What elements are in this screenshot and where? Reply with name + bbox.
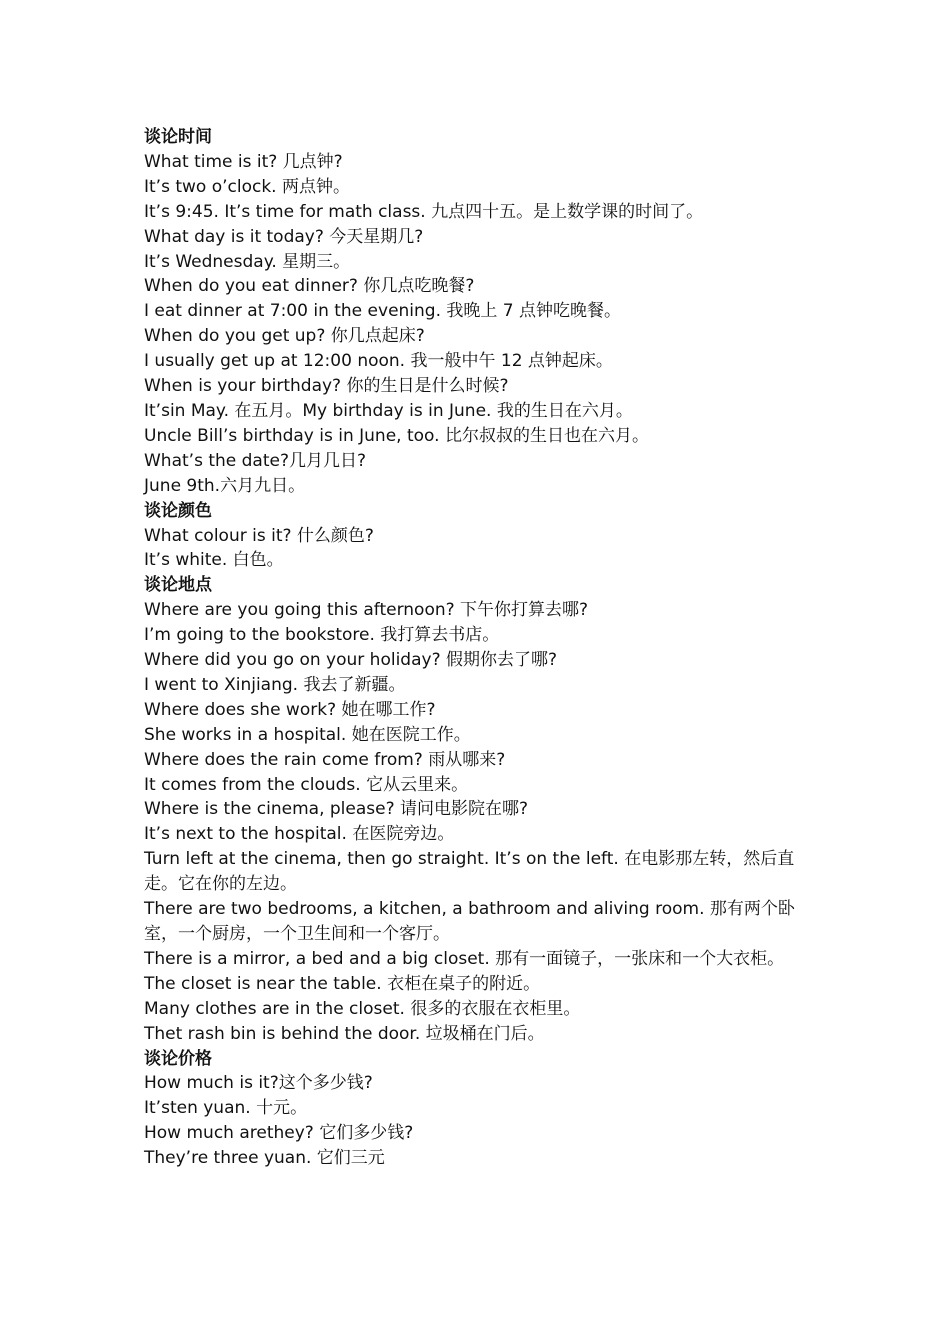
text-line: It’s white. 白色。 — [144, 550, 284, 571]
text-line: It’s next to the hospital. 在医院旁边。 — [144, 824, 455, 845]
text-line: June 9th.六月九日。 — [144, 475, 306, 496]
text-line: Where are you going this afternoon? 下午你打算去哪? — [144, 600, 589, 621]
text-line: Where does she work? 她在哪工作? — [144, 699, 436, 720]
section-heading: 谈论时间 — [144, 127, 212, 147]
text-line: When do you get up? 你几点起床? — [144, 326, 425, 347]
text-line: There are two bedrooms, a kitchen, a bathroom and aliving room. 那有两个卧室，一个厨房，一个卫生间和一个客厅。 — [144, 899, 795, 944]
text-line: It’s two o’clock. 两点钟。 — [144, 176, 350, 197]
text-line: Thet rash bin is behind the door. 垃圾桶在门后。 — [144, 1023, 545, 1044]
text-line: Where is the cinema, please? 请问电影院在哪? — [144, 799, 529, 820]
text-line: What’s the date?几月几日? — [144, 450, 367, 471]
text-line: How much is it?这个多少钱? — [144, 1073, 373, 1094]
text-line: I went to Xinjiang. 我去了新疆。 — [144, 674, 406, 695]
text-line: Where does the rain come from? 雨从哪来? — [144, 749, 506, 770]
section-heading: 谈论价格 — [144, 1048, 212, 1069]
text-line: It’sin May. 在五月。My birthday is in June. 我的生日在六月。 — [144, 400, 633, 421]
text-line: Many clothes are in the closet. 很多的衣服在衣柜里。 — [144, 998, 581, 1019]
text-line: What day is it today? 今天星期几? — [144, 226, 424, 247]
text-line: Turn left at the cinema, then go straight. It’s on the left. 在电影那左转，然后直走。它在你的左边。 — [144, 849, 795, 895]
text-line: It comes from the clouds. 它从云里来。 — [144, 774, 469, 795]
section-time — [144, 125, 814, 499]
text-line: Uncle Bill’s birthday is in June, too. 比尔叔叔的生日也在六月。 — [144, 425, 649, 446]
section-heading: 谈论颜色 — [144, 500, 212, 521]
section-place — [144, 573, 814, 1046]
text-line: It’s Wednesday. 星期三。 — [144, 251, 351, 272]
text-line: There is a mirror, a bed and a big closet. 那有一面镜子，一张床和一个大衣柜。 — [144, 948, 785, 969]
section-colour — [144, 499, 814, 574]
text-line: Where did you go on your holiday? 假期你去了哪? — [144, 650, 558, 671]
text-line: She works in a hospital. 她在医院工作。 — [144, 724, 471, 745]
text-line: I’m going to the bookstore. 我打算去书店。 — [144, 625, 500, 646]
text-line: What time is it? 几点钟? — [144, 151, 343, 172]
text-line: The closet is near the table. 衣柜在桌子的附近。 — [144, 973, 541, 994]
text-line: I usually get up at 12:00 noon. 我一般中午 12 点钟起床。 — [144, 351, 613, 372]
text-line: I eat dinner at 7:00 in the evening. 我晚上 7 点钟吃晚餐。 — [144, 301, 622, 322]
text-line: How much arethey? 它们多少钱? — [144, 1123, 414, 1144]
section-heading: 谈论地点 — [144, 575, 212, 596]
text-line: It’sten yuan. 十元。 — [144, 1098, 308, 1119]
document-page — [144, 125, 814, 1171]
section-price — [144, 1047, 814, 1172]
text-line: What colour is it? 什么颜色? — [144, 525, 374, 546]
text-line: They’re three yuan. 它们三元 — [144, 1148, 385, 1169]
text-line: When do you eat dinner? 你几点吃晚餐? — [144, 276, 475, 297]
text-line: It’s 9:45. It’s time for math class. 九点四十五。是上数学课的时间了。 — [144, 201, 704, 222]
text-line: When is your birthday? 你的生日是什么时候? — [144, 376, 509, 397]
